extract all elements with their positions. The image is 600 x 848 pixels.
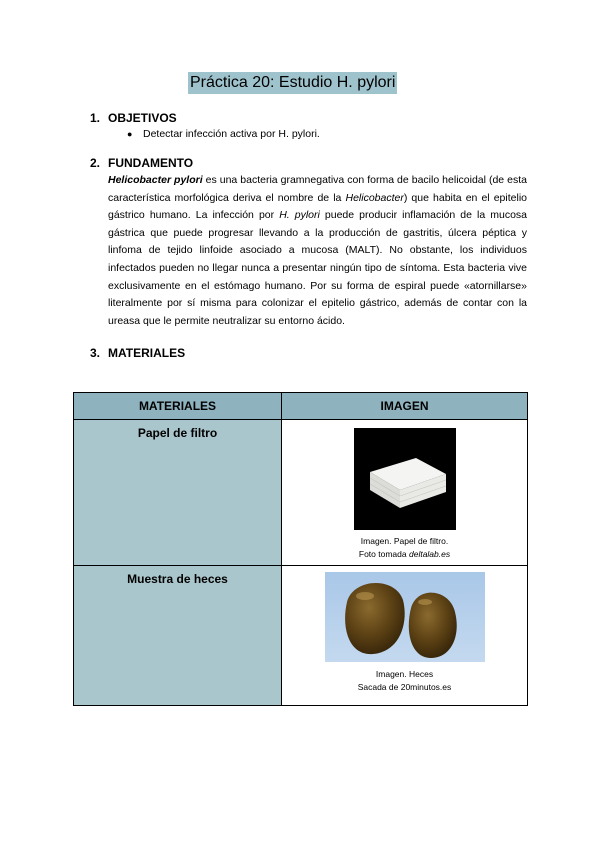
species-term: H. pylori: [279, 209, 320, 222]
lead-term: Helicobacter pylori: [108, 174, 203, 186]
image-source: [282, 548, 527, 561]
filter-paper-image: [354, 428, 456, 530]
materials-table: [73, 392, 528, 706]
bullet-icon: ●: [127, 129, 133, 139]
table-row: [74, 566, 528, 706]
source-site: 20minutos.es: [400, 682, 452, 692]
stool-sample-image: [325, 572, 485, 662]
genus-term: Helicobacter: [345, 191, 404, 204]
fundamento-paragraph: [108, 172, 527, 330]
section-heading-objetivos: [90, 111, 177, 125]
page-title: Práctica 20: Estudio H. pylori: [188, 72, 397, 94]
paragraph-text: es una bacteria gramnegativa con forma de bacilo helicoidal (de esta característica morfológica deriva el nombre de la: [108, 174, 527, 204]
section-heading-fundamento: [90, 156, 193, 170]
objective-text: Detectar infección activa por H. pylori.: [143, 128, 320, 140]
source-prefix: Foto tomada: [358, 549, 409, 559]
image-caption: Imagen. Heces: [375, 669, 434, 679]
section-number: 3.: [90, 346, 101, 360]
section-number: 1.: [90, 111, 101, 125]
table-header-row: [74, 393, 528, 420]
section-heading-materiales: [90, 346, 185, 360]
material-name: Papel de filtro: [74, 420, 282, 566]
paragraph-text: puede producir inflamación de la mucosa gástrica que puede progresar llevando a la producción de gastritis, úlcera péptica y linfoma de tejido linfoide asociado a mucosa (MALT). No obstante, los individuos infectados pueden no llegar nunca a presentar ningún tipo de síntoma. Esta bacteria vive exclusivamente en el estómago humano. Por su forma de espiral puede «atornillarse» literalmente por sí misma para colonizar el epitelio gástrico, además de contar con la ureasa que le permite neutralizar su entorno ácido.: [108, 209, 528, 327]
column-header: IMAGEN: [282, 393, 528, 420]
image-source: [282, 681, 527, 694]
section-title: MATERIALES: [108, 346, 186, 360]
section-number: 2.: [90, 156, 101, 170]
paragraph-text: ) que habita en el epitelio gástrico humano. La infección por: [108, 191, 527, 222]
image-cell: [282, 566, 528, 706]
objective-bullet: [127, 128, 320, 140]
source-prefix: Sacada de: [357, 682, 401, 692]
image-caption: Imagen. Papel de filtro.: [360, 536, 449, 546]
section-title: OBJETIVOS: [108, 111, 177, 125]
column-header: MATERIALES: [74, 393, 282, 420]
section-title: FUNDAMENTO: [108, 156, 194, 170]
image-cell: [282, 420, 528, 566]
material-name: Muestra de heces: [74, 566, 282, 706]
source-site: deltalab.es: [408, 549, 451, 559]
table-row: [74, 420, 528, 566]
